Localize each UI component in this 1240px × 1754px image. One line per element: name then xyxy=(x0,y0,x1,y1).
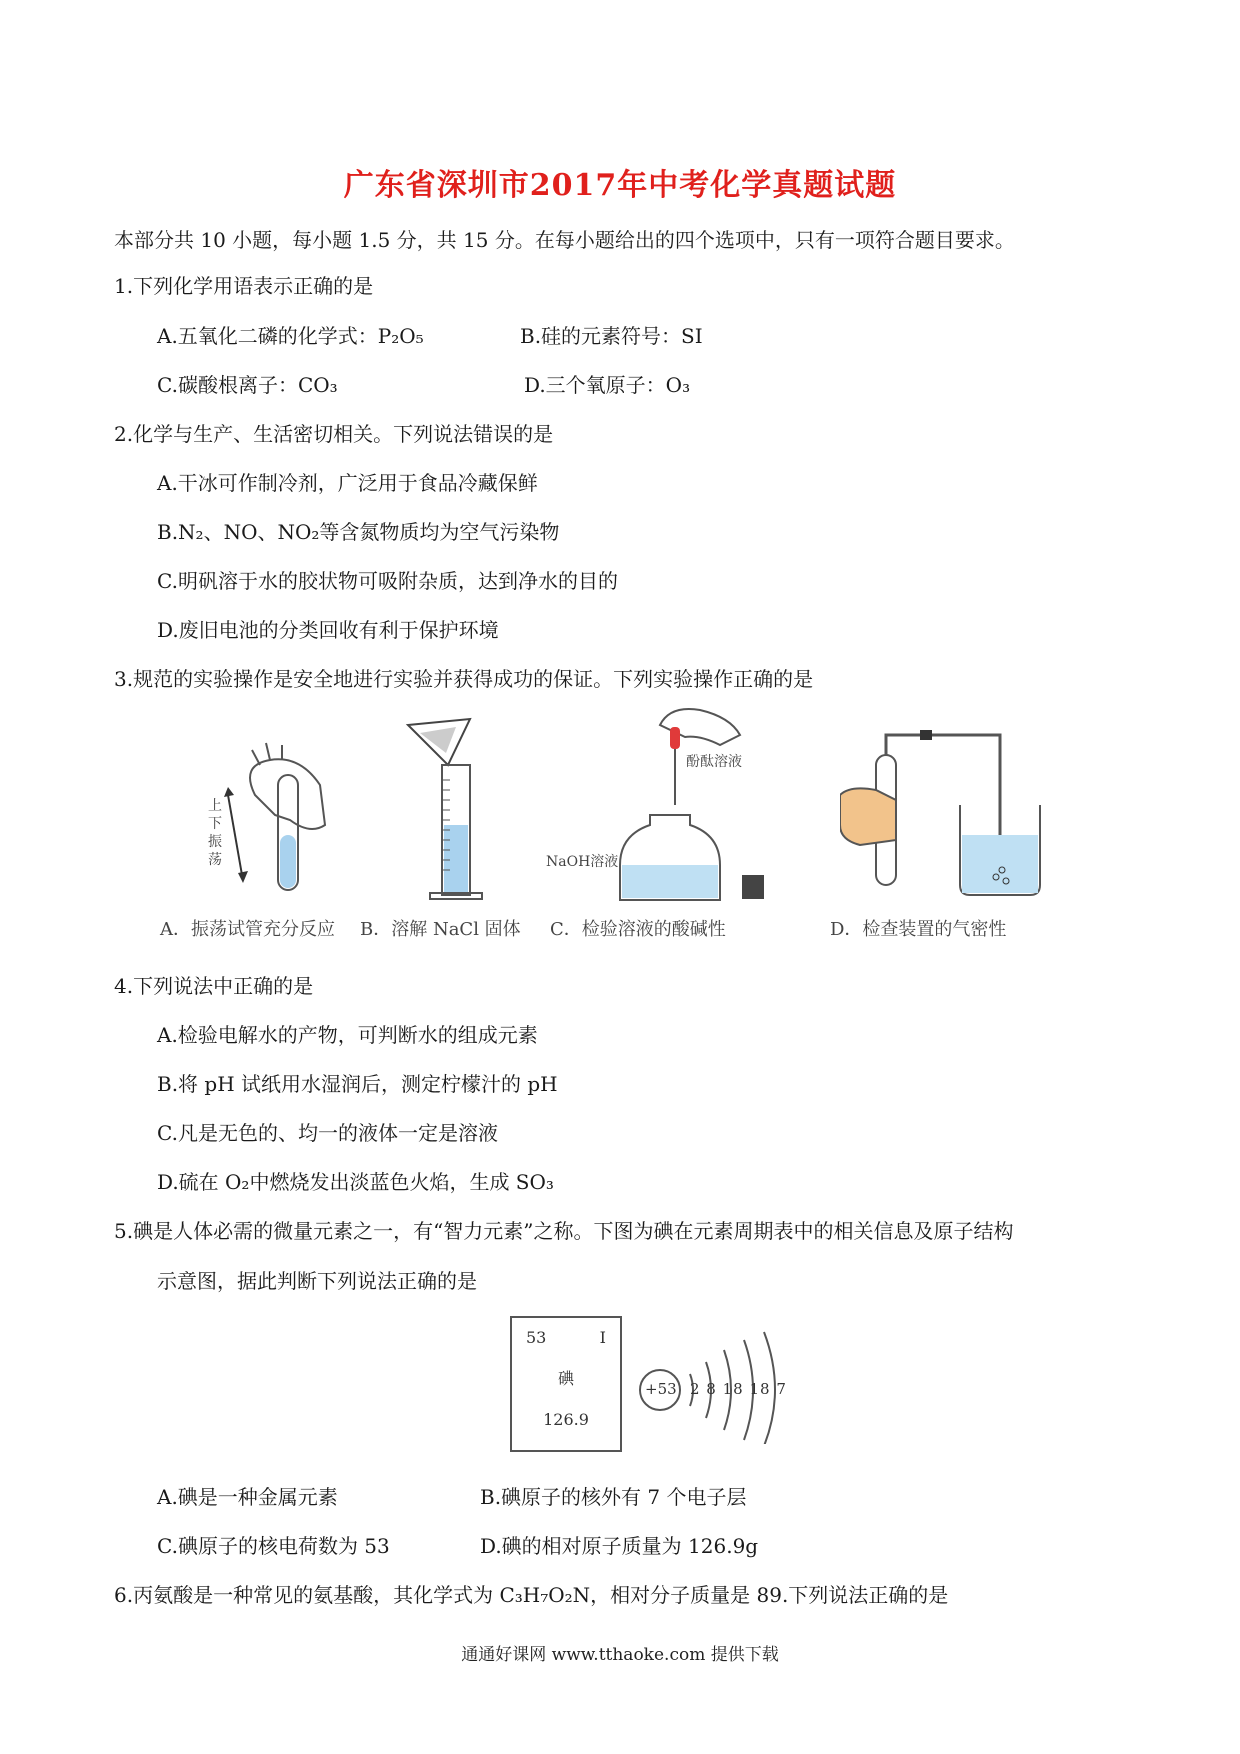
question-1-option-d: D.三个氧原子：O₃ xyxy=(524,373,691,397)
iodine-element-diagram xyxy=(510,1316,810,1466)
phenol-label: 酚酞溶液 xyxy=(686,754,742,770)
question-2-option-a: A.干冰可作制冷剂，广泛用于食品冷藏保鲜 xyxy=(157,471,538,495)
atomic-mass: 126.9 xyxy=(543,1410,589,1429)
question-1-stem: 1.下列化学用语表示正确的是 xyxy=(114,274,374,298)
intro-text: 本部分共 10 小题，每小题 1.5 分，共 15 分。在每小题给出的四个选项中，只有一项符合题目要求。 xyxy=(114,228,1015,252)
question-5-option-c: C.碘原子的核电荷数为 53 xyxy=(157,1534,390,1558)
atomic-number: 53 xyxy=(526,1328,547,1347)
dropper-bottle-illustration xyxy=(590,705,790,905)
figure-b xyxy=(360,705,530,940)
figure-a-caption: A．振荡试管充分反应 xyxy=(160,919,335,940)
page-title: 广东省深圳市2017年中考化学真题试题 xyxy=(343,168,897,203)
question-1-option-a: A.五氧化二磷的化学式：P₂O₅ xyxy=(157,324,424,348)
naoh-label: NaOH溶液 xyxy=(546,854,619,870)
question-5-stem-line2: 示意图，据此判断下列说法正确的是 xyxy=(157,1269,477,1293)
question-4-stem: 4.下列说法中正确的是 xyxy=(114,974,314,998)
experiment-figures xyxy=(160,705,1060,955)
figure-c-caption: C．检验溶液的酸碱性 xyxy=(550,919,726,940)
shaking-test-tube-illustration xyxy=(160,705,360,905)
periodic-table-cell xyxy=(510,1316,622,1452)
measuring-cylinder-illustration xyxy=(390,705,530,905)
element-symbol: I xyxy=(599,1328,606,1347)
element-name: 碘 xyxy=(557,1369,574,1388)
question-5-option-d: D.碘的相对原子质量为 126.9g xyxy=(480,1534,759,1558)
question-5-option-b: B.碘原子的核外有 7 个电子层 xyxy=(480,1485,747,1509)
page-footer: 通通好课网 www.tthaoke.com 提供下载 xyxy=(461,1645,779,1665)
question-2-option-d: D.废旧电池的分类回收有利于保护环境 xyxy=(157,618,499,642)
figure-d xyxy=(830,705,1050,940)
question-2-stem: 2.化学与生产、生活密切相关。下列说法错误的是 xyxy=(114,422,554,446)
question-4-option-b: B.将 pH 试纸用水湿润后，测定柠檬汁的 pH xyxy=(157,1072,558,1096)
question-5-option-a: A.碘是一种金属元素 xyxy=(157,1485,338,1509)
question-4-option-a: A.检验电解水的产物，可判断水的组成元素 xyxy=(157,1023,538,1047)
figure-a xyxy=(160,705,360,940)
electron-shells: 2 8 18 18 7 xyxy=(690,1380,787,1398)
question-6-stem: 6.丙氨酸是一种常见的氨基酸，其化学式为 C₃H₇O₂N，相对分子质量是 89.下列说法正确的是 xyxy=(114,1583,949,1607)
question-5-stem-line1: 5.碘是人体必需的微量元素之一，有“智力元素”之称。下图为碘在元素周期表中的相关信息及原子结构 xyxy=(114,1219,1014,1243)
nucleus-charge: +53 xyxy=(645,1380,677,1398)
figure-d-caption: D．检查装置的气密性 xyxy=(830,919,1007,940)
shake-label: 上下振荡 xyxy=(208,798,222,868)
question-2-option-b: B.N₂、NO、NO₂等含氮物质均为空气污染物 xyxy=(157,520,560,544)
question-4-option-d: D.硫在 O₂中燃烧发出淡蓝色火焰，生成 SO₃ xyxy=(157,1170,554,1194)
question-3-stem: 3.规范的实验操作是安全地进行实验并获得成功的保证。下列实验操作正确的是 xyxy=(114,667,814,691)
figure-b-caption: B．溶解 NaCl 固体 xyxy=(360,919,521,940)
question-1-option-b: B.硅的元素符号：SI xyxy=(520,324,703,348)
figure-c xyxy=(546,705,790,940)
question-2-option-c: C.明矾溶于水的胶状物可吸附杂质，达到净水的目的 xyxy=(157,569,618,593)
question-1-option-c: C.碳酸根离子：CO₃ xyxy=(157,373,338,397)
question-4-option-c: C.凡是无色的、均一的液体一定是溶液 xyxy=(157,1121,498,1145)
gas-tightness-illustration xyxy=(840,705,1050,905)
